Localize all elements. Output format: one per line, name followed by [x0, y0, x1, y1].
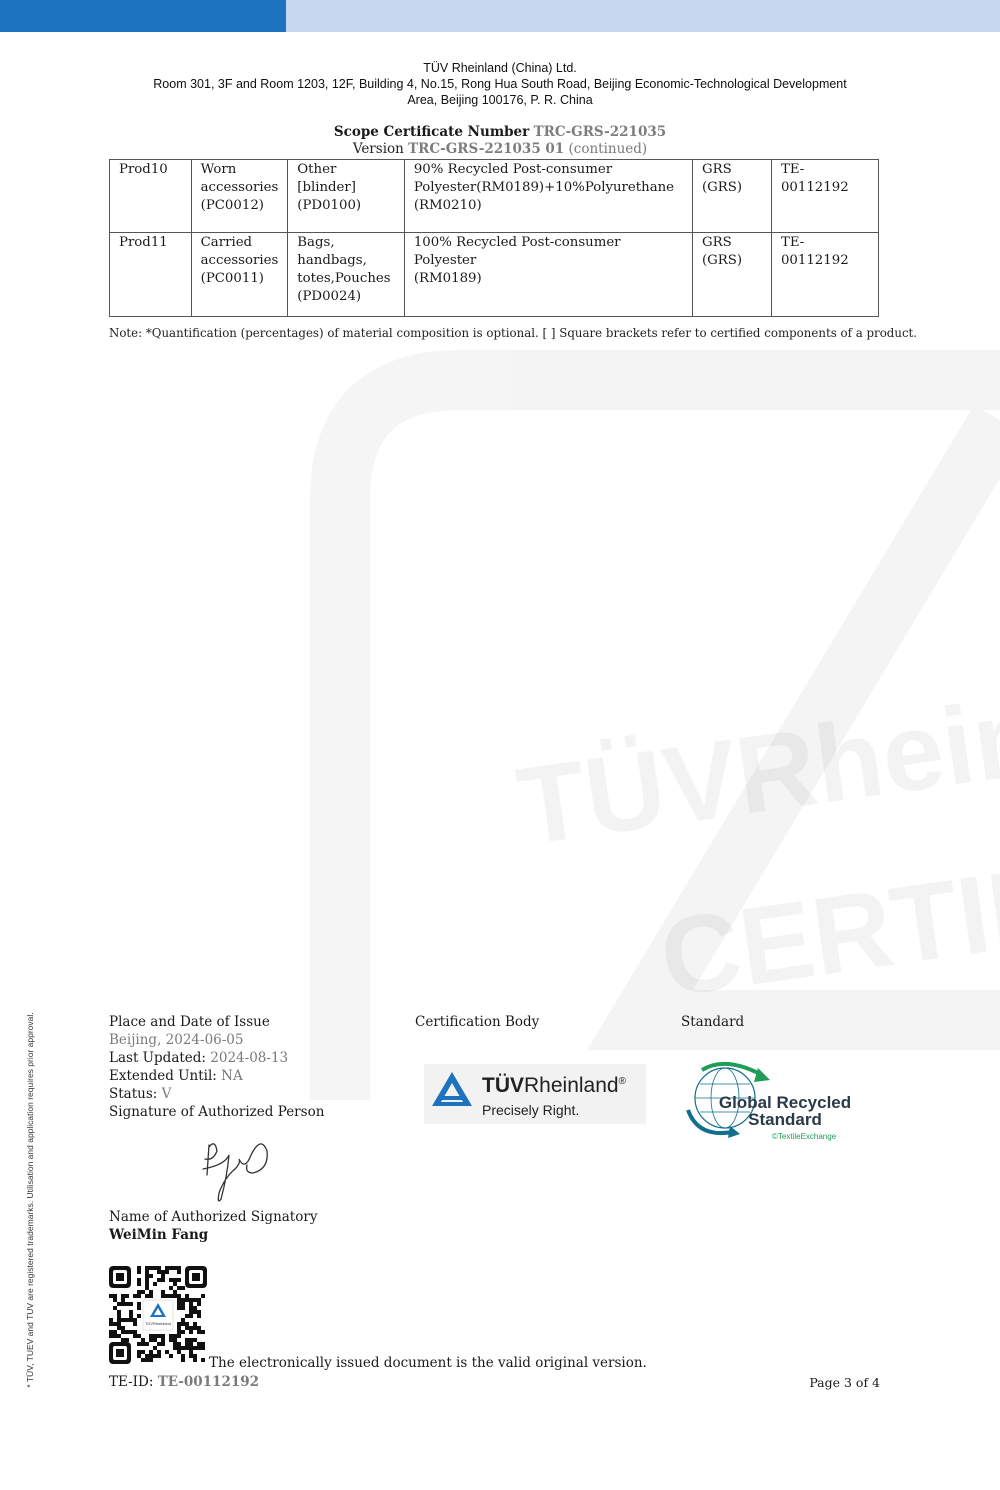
product-standard: GRS (GRS): [692, 160, 771, 233]
qr-logo-text: TÜVRheinland: [144, 1321, 172, 1326]
product-detail: Other [blinder] (PD0100): [288, 160, 405, 233]
te-id-label: TE-ID:: [109, 1374, 154, 1390]
te-id-value: TE-00112192: [157, 1374, 260, 1390]
last-updated-value: 2024-08-13: [210, 1050, 289, 1066]
tuv-brand-light: Rheinland: [524, 1074, 619, 1097]
table-row: [110, 233, 879, 317]
table-row: [110, 160, 879, 233]
product-detail: Bags, handbags, totes,Pouches (PD0024): [288, 233, 405, 317]
company-address-1: Room 301, 3F and Room 1203, 12F, Building 4, No.15, Rong Hua South Road, Beijing Economic-Technological Development: [153, 77, 847, 91]
grs-credit: ©TextileExchange: [772, 1132, 837, 1141]
issue-place-date: Beijing, 2024-06-05: [109, 1032, 244, 1048]
company-address-2: Area, Beijing 100176, P. R. China: [407, 93, 593, 107]
scope-label: Scope Certificate Number: [333, 124, 530, 140]
material-composition: 100% Recycled Post-consumer Polyester (RM0189): [404, 233, 692, 317]
watermark-text-1: [511, 674, 1000, 869]
grs-logo: [680, 1060, 860, 1145]
version-label: Version: [352, 141, 404, 157]
last-updated-label: Last Updated:: [109, 1050, 206, 1066]
signature-label: Signature of Authorized Person: [109, 1104, 325, 1120]
status-label: Status:: [109, 1086, 158, 1102]
extended-label: Extended Until:: [109, 1068, 217, 1084]
scope-heading: [0, 124, 1000, 158]
product-category: Worn accessories (PC0012): [191, 160, 288, 233]
product-te-id: TE-00112192: [771, 233, 878, 317]
electronic-note: The electronically issued document is the valid original version.: [209, 1355, 647, 1371]
qr-code: [109, 1266, 207, 1364]
product-id: Prod10: [110, 160, 192, 233]
signatory-name: WeiMin Fang: [109, 1227, 209, 1243]
header-bar-light: [286, 0, 1000, 32]
page-number: Page 3 of 4: [809, 1375, 880, 1390]
company-header: [0, 60, 1000, 108]
tuv-logo: TÜVRheinland® Precisely Right.: [424, 1064, 646, 1124]
trademark-sidebar: * TÜV, TUEV and TUV are registered trademarks. Utilisation and application requires prior approval.: [25, 1012, 35, 1388]
product-id: Prod11: [110, 233, 192, 317]
cert-body-heading: Certification Body: [415, 1014, 540, 1030]
signatory-label: Name of Authorized Signatory: [109, 1209, 318, 1225]
continued-label: (continued): [568, 141, 648, 157]
product-table: [109, 159, 879, 317]
issue-block: [109, 1013, 324, 1121]
watermark-text-2: [653, 843, 1000, 1020]
grs-line1: Global Recycled: [718, 1093, 852, 1112]
tuv-triangle-icon: [430, 1070, 474, 1108]
issue-heading: Place and Date of Issue: [109, 1014, 270, 1030]
tuv-tagline: Precisely Right.: [482, 1102, 580, 1118]
signatory-block: [109, 1208, 317, 1244]
material-composition: 90% Recycled Post-consumer Polyester(RM0189)+10%Polyurethane (RM0210): [404, 160, 692, 233]
header-bar-dark: [0, 0, 286, 32]
signature-image: [195, 1125, 275, 1205]
product-te-id: TE-00112192: [771, 160, 878, 233]
grs-line2: Standard: [748, 1110, 822, 1129]
scope-number: TRC-GRS-221035: [533, 124, 667, 140]
product-category: Carried accessories (PC0011): [191, 233, 288, 317]
tuv-brand-bold: TÜV: [482, 1074, 524, 1097]
version-number: TRC-GRS-221035 01: [408, 141, 565, 157]
product-standard: GRS (GRS): [692, 233, 771, 317]
note-text: Note: *Quantification (percentages) of material composition is optional. [ ] Square brackets refer to certified components of a product.: [109, 326, 918, 340]
status-value: V: [161, 1086, 172, 1102]
extended-value: NA: [221, 1068, 243, 1084]
company-name: TÜV Rheinland (China) Ltd.: [423, 61, 577, 75]
footer-te-id: [109, 1374, 259, 1390]
standard-heading: Standard: [681, 1014, 745, 1030]
